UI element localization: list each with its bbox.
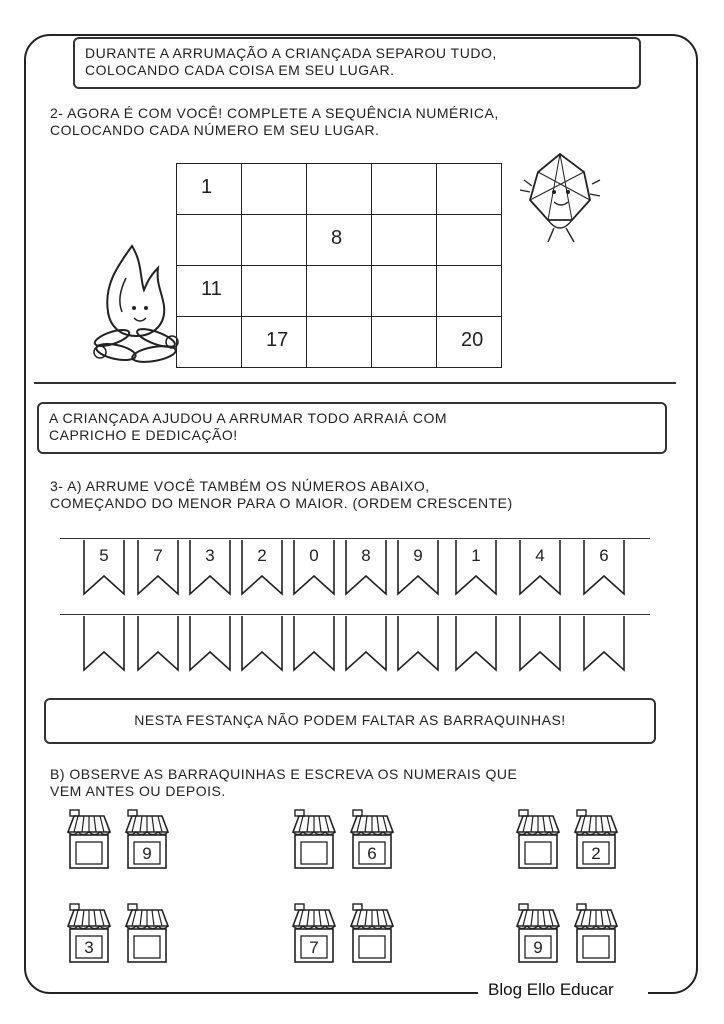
bunting-flag[interactable] (82, 540, 126, 596)
arraia-line-2: CAPRICHO E DEDICAÇÃO! (49, 427, 238, 443)
q3a-line-1: 3- A) ARRUME VOCÊ TAMBÉM OS NÚMEROS ABAIXO, (50, 478, 430, 494)
bunting-flag[interactable] (582, 616, 626, 672)
flag-number: 7 (153, 546, 163, 565)
bunting-flag[interactable] (518, 540, 562, 596)
bonfire-illustration (86, 238, 182, 368)
flag-number: 3 (205, 546, 215, 565)
grid-row (177, 266, 502, 317)
grid-cell[interactable]: 20 (437, 317, 502, 368)
stall-house[interactable] (291, 808, 337, 870)
stall-number: 9 (533, 938, 543, 957)
grid-cell[interactable]: 8 (307, 215, 372, 266)
flag-number: 5 (99, 546, 109, 565)
q2-instructions (50, 105, 650, 139)
barraquinhas-text: NESTA FESTANÇA NÃO PODEM FALTAR AS BARRAQUINHAS! (134, 712, 566, 728)
grid-cell[interactable] (307, 317, 372, 368)
bunting-flag[interactable] (292, 616, 336, 672)
bunting-line (60, 614, 650, 615)
q3a-instructions (50, 478, 650, 512)
grid-cell[interactable] (372, 266, 437, 317)
stall-house[interactable] (124, 902, 170, 964)
bunting-flag[interactable] (240, 540, 284, 596)
stall-house[interactable] (124, 808, 170, 870)
stall-number: 7 (309, 938, 319, 957)
stall-house[interactable] (291, 902, 337, 964)
grid-cell[interactable] (177, 215, 242, 266)
bunting-flag[interactable] (582, 540, 626, 596)
stall-number: 9 (142, 844, 152, 863)
stall-house[interactable] (515, 808, 561, 870)
grid-cell[interactable] (242, 266, 307, 317)
grid-cell[interactable] (307, 164, 372, 215)
bunting-flag[interactable] (396, 540, 440, 596)
stall-number: 2 (591, 844, 601, 863)
stall-number: 3 (84, 938, 94, 957)
grid-cell[interactable] (437, 266, 502, 317)
flag-number: 0 (309, 546, 319, 565)
grid-cell[interactable] (372, 317, 437, 368)
arraia-line-1: A CRIANÇADA AJUDOU A ARRUMAR TODO ARRAIÁ COM (49, 410, 448, 426)
bunting-flag[interactable] (240, 616, 284, 672)
grid-cell[interactable] (372, 164, 437, 215)
arraia-box (37, 402, 667, 454)
q3b-line-1: B) OBSERVE AS BARRAQUINHAS E ESCREVA OS NUMERAIS QUE (50, 766, 518, 782)
bunting-flag[interactable] (82, 616, 126, 672)
grid-row (177, 164, 502, 215)
grid-cell[interactable]: 11 (177, 266, 242, 317)
section-divider (34, 382, 676, 384)
flag-number: 9 (413, 546, 423, 565)
flag-row-bottom (60, 614, 650, 694)
grid-cell[interactable] (437, 215, 502, 266)
intro-line-2: COLOCANDO CADA COISA EM SEU LUGAR. (85, 62, 395, 78)
bunting-flag[interactable] (454, 540, 498, 596)
flag-number: 8 (361, 546, 371, 565)
bunting-flag[interactable] (344, 540, 388, 596)
intro-box (73, 37, 641, 89)
bunting-flag[interactable] (292, 540, 336, 596)
number-grid (176, 163, 502, 368)
grid-row (177, 215, 502, 266)
grid-cell[interactable] (242, 164, 307, 215)
bunting-flag[interactable] (454, 616, 498, 672)
stall-house[interactable] (573, 808, 619, 870)
grid-cell[interactable] (437, 164, 502, 215)
flag-number: 2 (257, 546, 267, 565)
flag-number: 1 (471, 546, 481, 565)
q3b-instructions (50, 766, 640, 800)
grid-cell[interactable]: 17 (242, 317, 307, 368)
q3a-line-2: COMEÇANDO DO MENOR PARA O MAIOR. (ORDEM CRESCENTE) (50, 495, 513, 511)
bunting-line (60, 538, 650, 539)
stall-house[interactable] (349, 902, 395, 964)
grid-cell[interactable] (307, 266, 372, 317)
q2-line-2: COLOCANDO CADA NÚMERO EM SEU LUGAR. (50, 122, 380, 138)
flag-row-top (60, 538, 650, 618)
stall-house[interactable] (349, 808, 395, 870)
stall-number: 6 (367, 844, 377, 863)
flag-number: 4 (535, 546, 545, 565)
q2-line-1: 2- AGORA É COM VOCÊ! COMPLETE A SEQUÊNCIA NUMÉRICA, (50, 105, 499, 121)
bunting-flag[interactable] (396, 616, 440, 672)
grid-cell[interactable] (242, 215, 307, 266)
grid-row (177, 317, 502, 368)
footer-credit: Blog Ello Educar (488, 980, 614, 999)
stall-house[interactable] (66, 902, 112, 964)
bunting-flag[interactable] (188, 540, 232, 596)
grid-cell[interactable]: 1 (177, 164, 242, 215)
intro-line-1: DURANTE A ARRUMAÇÃO A CRIANÇADA SEPAROU TUDO, (85, 45, 497, 61)
barraquinhas-box (44, 698, 656, 744)
grid-cell[interactable] (177, 317, 242, 368)
stall-house[interactable] (515, 902, 561, 964)
bunting-flag[interactable] (518, 616, 562, 672)
bunting-flag[interactable] (344, 616, 388, 672)
q3b-line-2: VEM ANTES OU DEPOIS. (50, 783, 226, 799)
balloon-illustration (518, 150, 602, 246)
grid-cell[interactable] (372, 215, 437, 266)
bunting-flag[interactable] (136, 540, 180, 596)
flag-number: 6 (599, 546, 609, 565)
bunting-flag[interactable] (188, 616, 232, 672)
bunting-flag[interactable] (136, 616, 180, 672)
stall-house[interactable] (66, 808, 112, 870)
stall-house[interactable] (573, 902, 619, 964)
